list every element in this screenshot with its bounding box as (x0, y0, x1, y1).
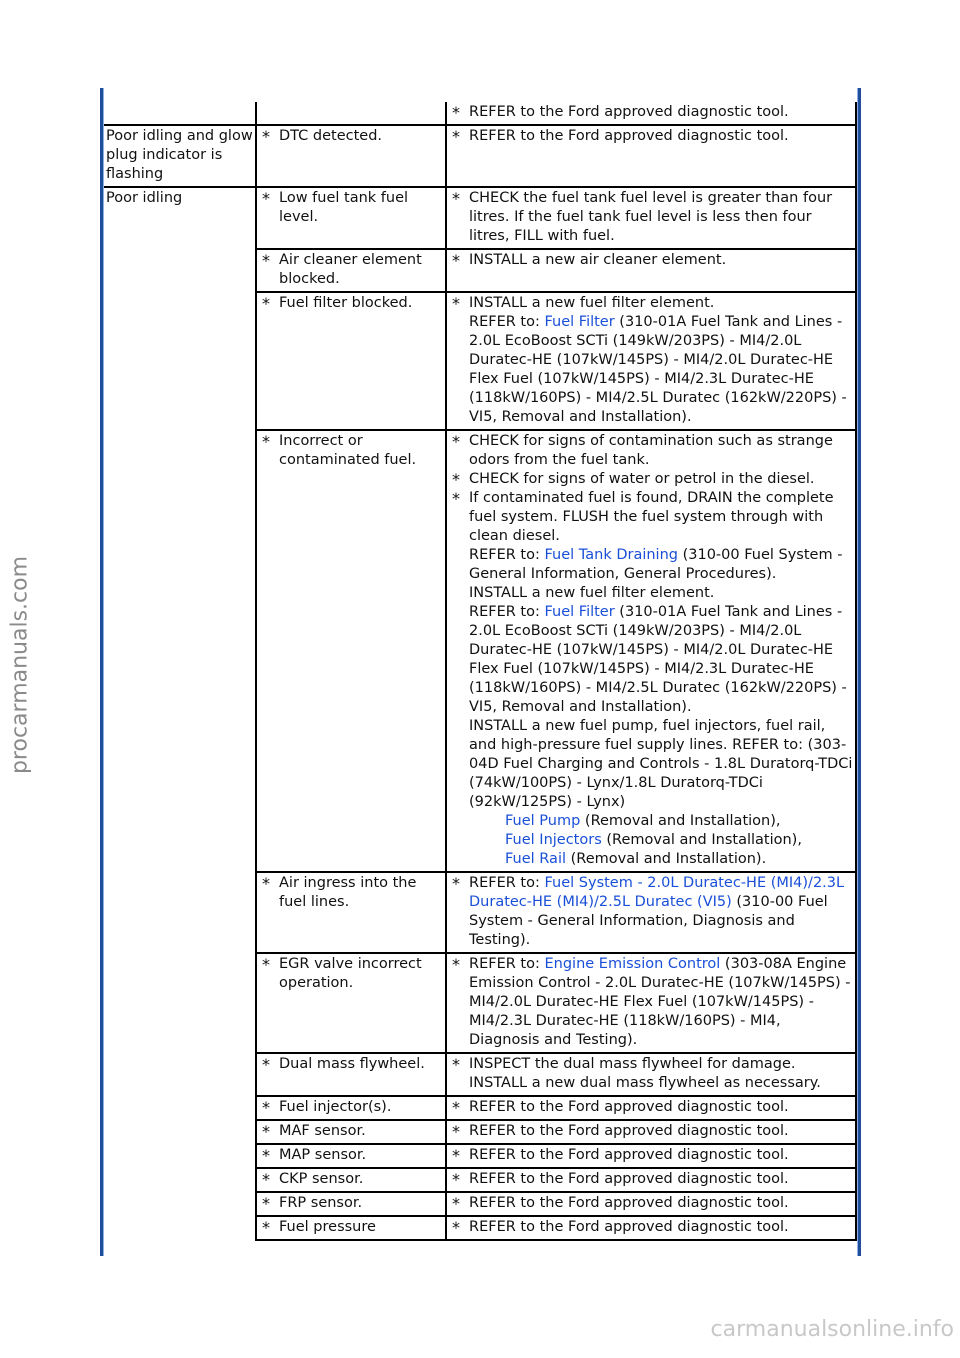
action-item: * CHECK for signs of contamination such as strange odors from the fuel tank. (452, 432, 833, 468)
action-item: * REFER to the Ford approved diagnostic tool. (452, 127, 789, 146)
source-item: * Fuel injector(s). (262, 1098, 392, 1117)
condition-cell (104, 1192, 256, 1216)
fuel-filter-link[interactable]: Fuel Filter (544, 314, 615, 330)
fuel-rail-link[interactable]: Fuel Rail (505, 851, 566, 867)
source-cell (256, 102, 446, 125)
source-item: * CKP sensor. (262, 1170, 364, 1189)
action-cell (446, 1096, 856, 1120)
action-cell (446, 1168, 856, 1192)
bullet-icon: * (262, 874, 270, 893)
bullet-icon: * (262, 1055, 270, 1074)
source-item: * MAP sensor. (262, 1146, 367, 1165)
table-row (104, 872, 856, 953)
bullet-icon: * (452, 127, 460, 146)
bullet-icon: * (452, 1146, 460, 1165)
bullet-icon: * (452, 1194, 460, 1213)
action-item: * INSPECT the dual mass flywheel for damage. (452, 1055, 796, 1074)
condition-cell (104, 953, 256, 1053)
condition-cell (104, 292, 256, 430)
condition-cell (104, 1144, 256, 1168)
condition-cell (104, 1053, 256, 1096)
source-cell (256, 1168, 446, 1192)
bullet-icon: * (452, 103, 460, 122)
table-row (104, 1144, 856, 1168)
action-text: INSTALL a new fuel filter element. (469, 585, 715, 601)
diagnosis-table (104, 102, 857, 1241)
bullet-icon: * (262, 251, 270, 270)
table-row (104, 125, 856, 187)
source-cell (256, 249, 446, 292)
engine-emission-control-link[interactable]: Engine Emission Control (544, 956, 721, 972)
bullet-icon: * (262, 955, 270, 974)
action-cell (446, 249, 856, 292)
refer-item: REFER to: Fuel Tank Draining (310-00 Fuel System - General Information, General Procedures). (469, 547, 843, 582)
source-cell (256, 125, 446, 187)
action-item: * REFER to the Ford approved diagnostic tool. (452, 1122, 789, 1141)
side-watermark: procarmanuals.com (7, 555, 33, 775)
action-cell (446, 292, 856, 430)
table-row (104, 249, 856, 292)
bullet-icon: * (262, 1170, 270, 1189)
source-item: * EGR valve incorrect operation. (262, 955, 422, 991)
condition-cell (104, 430, 256, 872)
action-cell (446, 1053, 856, 1096)
table-row (104, 187, 856, 249)
refer-item: REFER to: Fuel Filter (310-01A Fuel Tank and Lines - 2.0L EcoBoost SCTi (149kW/203PS) - MI4/2.0L Duratec-HE (107kW/145PS) - MI4/2.0L Duratec-HE Flex Fuel (107kW/145PS) - MI4/2.3L Duratec-HE (118kW/160PS) - MI4/2.5L Duratec (162kW/220PS) - VI5, Removal and Installation). (469, 314, 847, 425)
source-item: * Incorrect or contaminated fuel. (262, 432, 417, 468)
table-row (104, 1053, 856, 1096)
table-row (104, 1168, 856, 1192)
source-item: * Air ingress into the fuel lines. (262, 874, 417, 910)
action-cell (446, 872, 856, 953)
action-item: * INSTALL a new fuel filter element. (452, 294, 715, 313)
refer-item: Fuel Injectors (Removal and Installation), (505, 832, 802, 848)
source-item: * DTC detected. (262, 127, 383, 146)
fuel-injectors-link[interactable]: Fuel Injectors (505, 832, 602, 848)
condition-cell (104, 1216, 256, 1240)
action-item: * INSTALL a new air cleaner element. (452, 251, 727, 270)
source-cell (256, 1144, 446, 1168)
source-cell (256, 1216, 446, 1240)
source-cell (256, 1096, 446, 1120)
bullet-icon: * (262, 1122, 270, 1141)
action-cell (446, 953, 856, 1053)
action-text: INSTALL a new fuel pump, fuel injectors, fuel rail, and high-pressure fuel supply lines. REFER to: (303-04D Fuel Charging and Controls - 1.8L Duratorq-TDCi (74kW/100PS) - Lynx/1.8L Duratorq-TDCi (92kW/125PS) - Lynx) (469, 718, 853, 810)
fuel-pump-link[interactable]: Fuel Pump (505, 813, 581, 829)
bullet-icon: * (452, 1055, 460, 1074)
source-item: * Dual mass flywheel. (262, 1055, 425, 1074)
table-row (104, 1216, 856, 1240)
fuel-tank-draining-link[interactable]: Fuel Tank Draining (544, 547, 678, 563)
fuel-system-link[interactable]: Fuel System - 2.0L Duratec-HE (MI4)/2.3L Duratec-HE (MI4)/2.5L Duratec (VI5) (469, 875, 845, 910)
bullet-icon: * (452, 489, 460, 508)
bullet-icon: * (262, 1146, 270, 1165)
condition-cell (104, 1096, 256, 1120)
bullet-icon: * (452, 251, 460, 270)
bullet-icon: * (262, 294, 270, 313)
action-cell (446, 187, 856, 249)
action-item: * REFER to the Ford approved diagnostic tool. (452, 103, 789, 122)
bullet-icon: * (262, 189, 270, 208)
action-item: * REFER to the Ford approved diagnostic tool. (452, 1170, 789, 1189)
bullet-icon: * (452, 1122, 460, 1141)
bullet-icon: * (452, 189, 460, 208)
action-item: * If contaminated fuel is found, DRAIN the complete fuel system. FLUSH the fuel system through with clean diesel. (452, 489, 834, 544)
action-item: * REFER to the Ford approved diagnostic tool. (452, 1146, 789, 1165)
refer-item: REFER to: Fuel Filter (310-01A Fuel Tank and Lines - 2.0L EcoBoost SCTi (149kW/203PS) - MI4/2.0L Duratec-HE (107kW/145PS) - MI4/2.0L Duratec-HE Flex Fuel (107kW/145PS) - MI4/2.3L Duratec-HE (118kW/160PS) - MI4/2.5L Duratec (162kW/220PS) - VI5, Removal and Installation). (469, 604, 847, 715)
table-row (104, 292, 856, 430)
bullet-icon: * (452, 874, 460, 893)
bullet-icon: * (452, 955, 460, 974)
refer-item: * REFER to: Engine Emission Control (303-08A Engine Emission Control - 2.0L Duratec-HE (107kW/145PS) - MI4/2.0L Duratec-HE Flex Fuel (107kW/145PS) - MI4/2.3L Duratec-HE (118kW/160PS) - MI4, Diagnosis and Testing). (452, 955, 851, 1048)
bullet-icon: * (452, 1098, 460, 1117)
source-item: * Fuel pressure (262, 1218, 376, 1237)
bullet-icon: * (262, 1218, 270, 1237)
bullet-icon: * (452, 432, 460, 451)
bullet-icon: * (262, 127, 270, 146)
table-row (104, 1096, 856, 1120)
action-cell (446, 1120, 856, 1144)
refer-item: * REFER to: Fuel System - 2.0L Duratec-HE (MI4)/2.3L Duratec-HE (MI4)/2.5L Duratec (VI5) (310-00 Fuel System - General Information, Diagnosis and Testing). (452, 874, 845, 948)
condition-cell (104, 249, 256, 292)
action-item: * REFER to the Ford approved diagnostic tool. (452, 1218, 789, 1237)
bullet-icon: * (452, 470, 460, 489)
table-row (104, 1192, 856, 1216)
condition-cell (104, 1168, 256, 1192)
action-text: INSTALL a new dual mass flywheel as necessary. (469, 1075, 821, 1091)
page-border-right (857, 88, 861, 1256)
condition-cell (104, 1120, 256, 1144)
action-cell (446, 125, 856, 187)
bottom-watermark: carmanualsonline.info (710, 1317, 954, 1342)
bullet-icon: * (452, 1218, 460, 1237)
bullet-icon: * (452, 294, 460, 313)
condition-cell (104, 872, 256, 953)
condition-cell: Poor idling and glow plug indicator is flashing (104, 125, 256, 187)
source-cell (256, 292, 446, 430)
condition-cell: Poor idling (104, 187, 256, 249)
source-item: * MAF sensor. (262, 1122, 366, 1141)
action-item: * CHECK for signs of water or petrol in the diesel. (452, 470, 815, 489)
action-item: * REFER to the Ford approved diagnostic tool. (452, 1194, 789, 1213)
table-row (104, 953, 856, 1053)
source-cell (256, 953, 446, 1053)
source-item: * FRP sensor. (262, 1194, 363, 1213)
bullet-icon: * (262, 1194, 270, 1213)
action-item: * CHECK the fuel tank fuel level is greater than four litres. If the fuel tank fuel level is less then four litres, FILL with fuel. (452, 189, 833, 244)
action-cell (446, 1144, 856, 1168)
source-cell (256, 1192, 446, 1216)
action-item: * REFER to the Ford approved diagnostic tool. (452, 1098, 789, 1117)
bullet-icon: * (452, 1170, 460, 1189)
refer-item: Fuel Rail (Removal and Installation). (505, 851, 767, 867)
source-cell (256, 430, 446, 872)
source-cell (256, 187, 446, 249)
table-row (104, 430, 856, 872)
refer-item: Fuel Pump (Removal and Installation), (505, 813, 781, 829)
table-row (104, 1120, 856, 1144)
action-cell (446, 1216, 856, 1240)
table-row (104, 102, 856, 125)
action-cell (446, 430, 856, 872)
fuel-filter-link[interactable]: Fuel Filter (544, 604, 615, 620)
source-cell (256, 1120, 446, 1144)
bullet-icon: * (262, 1098, 270, 1117)
source-item: * Low fuel tank fuel level. (262, 189, 409, 225)
source-item: * Air cleaner element blocked. (262, 251, 422, 287)
action-cell (446, 1192, 856, 1216)
source-cell (256, 872, 446, 953)
source-cell (256, 1053, 446, 1096)
condition-cell (104, 102, 256, 125)
action-cell (446, 102, 856, 125)
source-item: * Fuel filter blocked. (262, 294, 413, 313)
bullet-icon: * (262, 432, 270, 451)
